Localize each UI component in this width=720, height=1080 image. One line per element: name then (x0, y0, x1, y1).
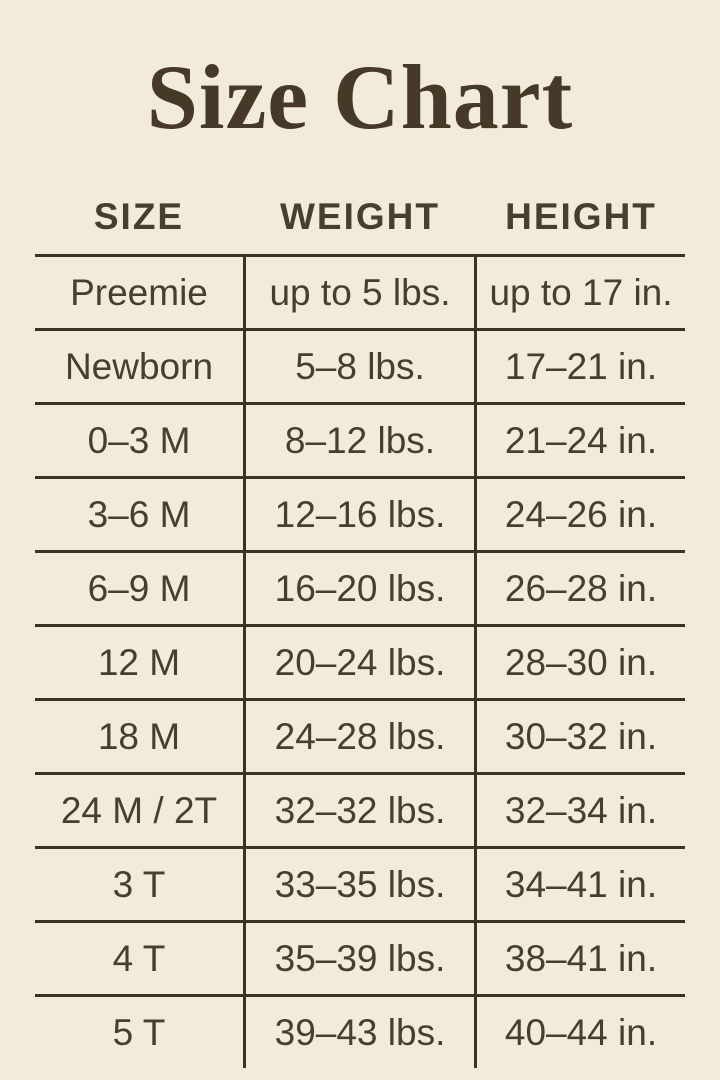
table-row-18m (35, 701, 685, 775)
cell-size: 12 M (97, 641, 181, 683)
cell-height: 21–24 in. (504, 419, 658, 461)
column-header-size: SIZE (93, 196, 185, 237)
column-header-height: HEIGHT (505, 196, 657, 237)
column-header-weight: WEIGHT (280, 196, 440, 237)
table-row-5t (35, 997, 685, 1068)
cell-size: 3–6 M (87, 493, 191, 535)
cell-height: 26–28 in. (504, 567, 658, 609)
table-row-0-3m (35, 405, 685, 479)
cell-weight: 16–20 lbs. (243, 553, 477, 624)
table-body (35, 254, 685, 1068)
cell-size: 3 T (112, 863, 166, 905)
cell-height: 17–21 in. (504, 345, 658, 387)
cell-size: 0–3 M (87, 419, 191, 461)
table-header-row (35, 194, 685, 240)
cell-size: 18 M (97, 715, 181, 757)
cell-weight: 20–24 lbs. (243, 627, 477, 698)
cell-height: 30–32 in. (504, 715, 658, 757)
table-row-24m-2t (35, 775, 685, 849)
cell-height: 24–26 in. (504, 493, 658, 535)
cell-weight: 32–32 lbs. (243, 775, 477, 846)
cell-size: 6–9 M (87, 567, 191, 609)
cell-weight: 24–28 lbs. (243, 701, 477, 772)
cell-weight: 33–35 lbs. (243, 849, 477, 920)
cell-size: 4 T (112, 937, 166, 979)
cell-height: 28–30 in. (504, 641, 658, 683)
table-row-6-9m (35, 553, 685, 627)
cell-height: 38–41 in. (504, 937, 658, 979)
page-title: Size Chart (146, 46, 574, 148)
table-row-newborn (35, 331, 685, 405)
table-row-3-6m (35, 479, 685, 553)
cell-height: 34–41 in. (504, 863, 658, 905)
cell-weight: 5–8 lbs. (243, 331, 477, 402)
cell-size: Preemie (70, 271, 208, 313)
cell-height: 40–44 in. (504, 1011, 658, 1053)
cell-size: 5 T (112, 1011, 166, 1053)
cell-size: 24 M / 2T (60, 789, 218, 831)
cell-weight: 12–16 lbs. (243, 479, 477, 550)
table-row-3t (35, 849, 685, 923)
cell-weight: 35–39 lbs. (243, 923, 477, 994)
cell-weight: 8–12 lbs. (243, 405, 477, 476)
cell-weight: 39–43 lbs. (243, 997, 477, 1068)
table-row-4t (35, 923, 685, 997)
cell-size: Newborn (64, 345, 214, 387)
cell-height: 32–34 in. (504, 789, 658, 831)
cell-height: up to 17 in. (489, 271, 673, 313)
size-chart-table (35, 194, 685, 1068)
table-row-preemie (35, 257, 685, 331)
table-row-12m (35, 627, 685, 701)
cell-weight: up to 5 lbs. (243, 257, 477, 328)
